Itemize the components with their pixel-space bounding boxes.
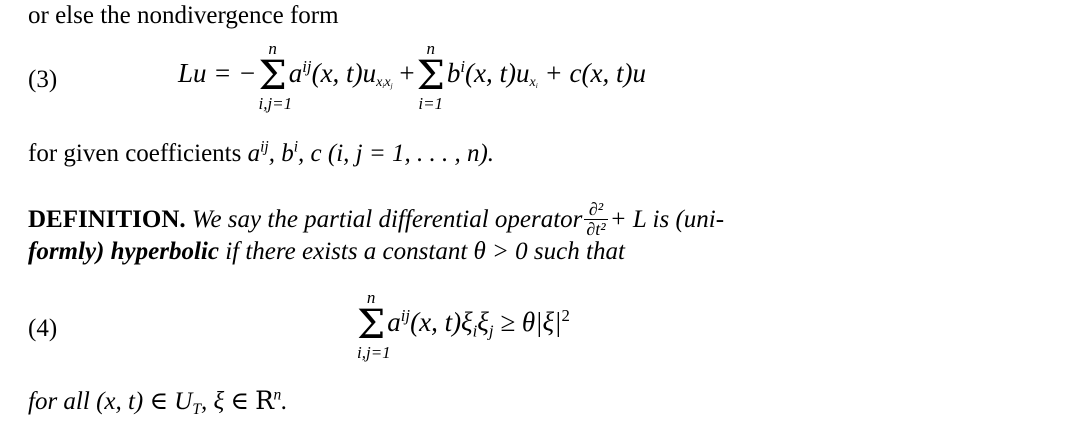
eq3-lhs: Lu = − (178, 58, 257, 89)
definition-keyword: DEFINITION. (28, 205, 186, 233)
summation-2 (416, 39, 445, 113)
eq4-relation: ≥ θ|ξ| (500, 307, 562, 338)
summation-3-lower: i,j=1 (357, 343, 391, 362)
definition-line-1 (28, 200, 724, 239)
summation-1 (258, 39, 293, 113)
eq3-term2-coef-sup: i (460, 56, 466, 76)
equation-4 (355, 288, 570, 362)
eq4-coef-sup: ij (400, 305, 411, 325)
summation-2-upper: n (426, 39, 435, 58)
summation-3 (357, 288, 391, 362)
sigma-icon: Σ (416, 53, 445, 99)
eq3-term2-args: (x, t)u (465, 58, 530, 89)
final-text-a: for all (x, t) ∈ U (28, 388, 193, 415)
sigma-icon: Σ (258, 53, 287, 99)
eq3-term1-sub: xixj (376, 74, 393, 91)
coefficients-sentence (28, 140, 494, 168)
eq3-term3: + c(x, t)u (544, 58, 646, 89)
eq4-sub1: i (472, 321, 478, 341)
summation-2-lower: i=1 (418, 94, 444, 113)
eq3-plus: + (399, 58, 415, 89)
coeff-a: a (247, 140, 261, 167)
summation-1-upper: n (268, 39, 277, 58)
sigma-icon: Σ (357, 302, 386, 348)
eq3-term1-args: (x, t)u (311, 58, 377, 89)
eq3-term1-coef-sup: ij (302, 56, 312, 76)
eq4-args: (x, t)ξ (410, 307, 473, 338)
eq3-term2-sub: xi (529, 74, 538, 91)
eq4-xi2: ξ (477, 307, 489, 338)
coeff-a-sup: ij (260, 138, 269, 156)
eq4-coef: a (387, 307, 401, 338)
final-text-b: , ξ ∈ (200, 388, 256, 415)
equation-4-tag: (4) (28, 315, 58, 342)
equation-3 (178, 39, 646, 113)
equation-3-tag: (3) (28, 66, 58, 93)
final-condition-line (28, 386, 288, 416)
definition-line-2 (28, 238, 625, 266)
coeff-c-range: , c (i, j = 1, . . . , n). (298, 140, 495, 167)
eq3-term2-coef: b (446, 58, 461, 89)
intro-sentence: or else the nondivergence form (28, 2, 339, 29)
coefficients-text: for given coefficients (28, 140, 248, 167)
coeff-b-sup: i (293, 138, 299, 156)
blackboard-R-sup: n (273, 386, 282, 404)
eq3-term1-coef: a (288, 58, 303, 89)
summation-1-lower: i,j=1 (258, 94, 293, 113)
final-sub-T: T (192, 400, 201, 418)
definition-text-part1: We say the partial differential operator (191, 205, 583, 233)
fraction-denominator: ∂t² (586, 218, 606, 239)
blackboard-R: R (255, 386, 274, 415)
summation-3-upper: n (366, 288, 376, 307)
fraction-numerator: ∂² (588, 199, 604, 219)
eq4-sub2: j (488, 321, 494, 341)
partial-derivative-fraction (584, 200, 607, 239)
definition-term: formly) hyperbolic (28, 238, 226, 265)
coeff-b: , b (268, 140, 294, 167)
definition-text-part2: + L is (uni- (609, 205, 725, 233)
definition-text-part3: if there exists a constant θ > 0 such that (225, 238, 625, 265)
eq4-relation-sup: 2 (561, 305, 570, 325)
final-text-c: . (281, 388, 288, 415)
